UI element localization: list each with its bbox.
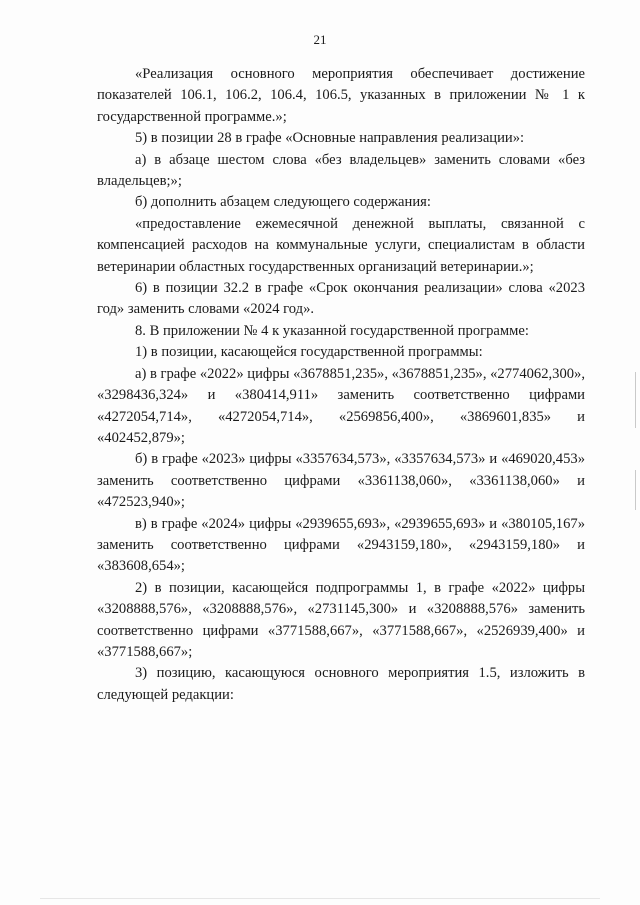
paragraph-item-5a: а) в абзаце шестом слова «без владельцев» заменить словами «без владельцев;»; <box>97 151 585 190</box>
paragraph-item-8-1b: б) в графе «2023» цифры «3357634,573», «3357634,573» и «469020,453» заменить соответственно цифрами «3361138,060», «3361138,060» и «472523,940»; <box>97 451 585 511</box>
paragraph-item-8-3: 3) позицию, касающуюся основного мероприятия 1.5, изложить в следующей редакции: <box>97 665 585 703</box>
document-body <box>97 64 585 706</box>
paragraph-quote-implementation: «Реализация основного мероприятия обеспечивает достижение показателей 106.1, 106.2, 106.4, 106.5, указанных в приложении № 1 к государственной программе.»; <box>97 66 585 125</box>
paragraph-item-8-1: 1) в позиции, касающейся государственной программы: <box>135 344 483 361</box>
paragraph-item-6: 6) в позиции 32.2 в графе «Срок окончания реализации» слова «2023 год» заменить словами «2024 год». <box>97 280 585 318</box>
paragraph-section-8: 8. В приложении № 4 к указанной государственной программе: <box>135 322 529 339</box>
scan-edge-mark-upper <box>635 372 636 428</box>
paragraph-item-8-1a: а) в графе «2022» цифры «3678851,235», «3678851,235», «2774062,300», «3298436,324» и «380414,911» заменить соответственно цифрами «4272054,714», «4272054,714», «2569856,400», «3869601,835» и «402452,879»; <box>97 365 585 446</box>
paragraph-item-8-1c: в) в графе «2024» цифры «2939655,693», «2939655,693» и «380105,167» заменить соответственно цифрами «2943159,180», «2943159,180» и «383608,654»; <box>97 515 585 575</box>
page-number: 21 <box>313 32 327 47</box>
scan-bottom-line <box>40 898 600 899</box>
scan-edge-mark-lower <box>635 470 636 510</box>
paragraph-item-5b: б) дополнить абзацем следующего содержания: <box>135 194 431 211</box>
paragraph-item-8-2: 2) в позиции, касающейся подпрограммы 1, в графе «2022» цифры «3208888,576», «3208888,576», «2731145,300» и «3208888,576» заменить соответственно цифрами «3771588,667», «3771588,667», «2526939,400» и «3771588,667»; <box>97 579 585 660</box>
paragraph-quote-payment: «предоставление ежемесячной денежной выплаты, связанной с компенсацией расходов на коммунальные услуги, специалистам в области ветеринарии областных государственных организаций ветеринарии.»; <box>97 215 585 275</box>
paragraph-item-5: 5) в позиции 28 в графе «Основные направления реализации»: <box>135 130 525 147</box>
